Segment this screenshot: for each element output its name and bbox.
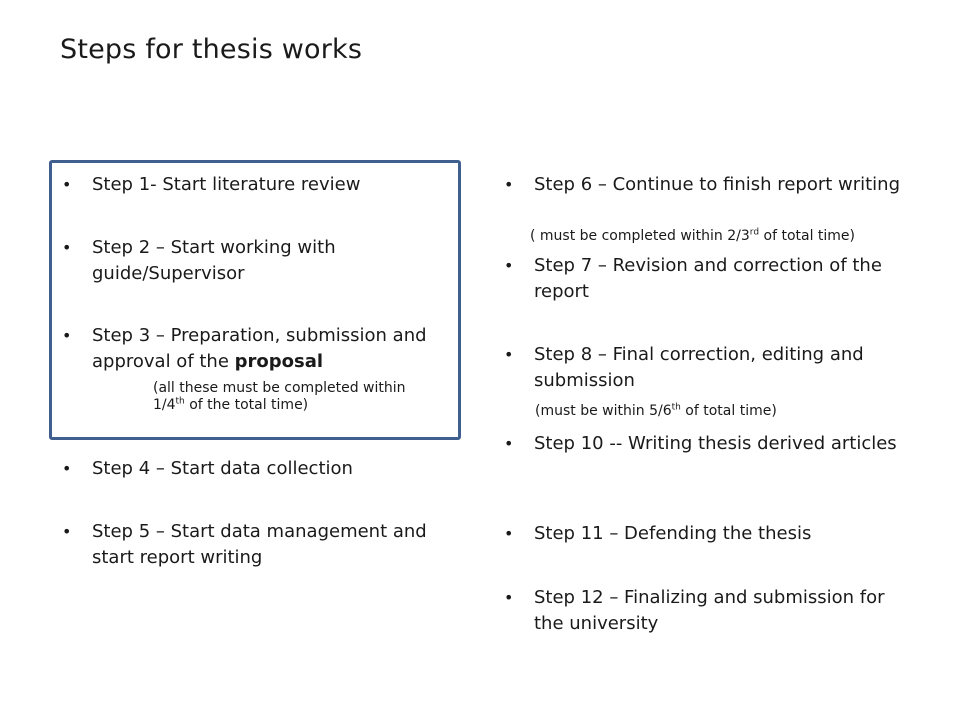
step-6-text: Step 6 – Continue to finish report writing	[534, 174, 901, 195]
left-note-sup: th	[175, 396, 185, 407]
left-note-fraction: 1/4	[153, 397, 176, 413]
step-6-item	[504, 172, 904, 198]
step-11-item	[504, 521, 904, 547]
right-column	[504, 0, 904, 720]
left-note-line-2	[153, 397, 453, 414]
bullet-icon: •	[504, 256, 514, 275]
right-time-note-1	[530, 228, 900, 245]
bullet-icon: •	[62, 326, 72, 345]
left-column	[62, 0, 462, 720]
right-note-1-sup: rd	[749, 227, 760, 238]
bullet-icon: •	[62, 175, 72, 194]
step-12-item	[504, 585, 904, 637]
step-4-text: Step 4 – Start data collection	[92, 458, 353, 479]
right-note-1-post: of total time)	[759, 228, 856, 244]
step-5-item	[62, 519, 462, 571]
left-time-note	[153, 380, 453, 414]
step-8-item	[504, 342, 904, 394]
step-7-item	[504, 253, 904, 305]
step-1-text: Step 1- Start literature review	[92, 174, 361, 195]
step-1-item	[62, 172, 462, 198]
right-time-note-2	[535, 403, 895, 420]
right-note-1-pre: ( must be completed within 2/3	[530, 228, 750, 244]
bullet-icon: •	[504, 434, 514, 453]
bullet-icon: •	[62, 522, 72, 541]
bullet-icon: •	[504, 345, 514, 364]
bullet-icon: •	[504, 175, 514, 194]
right-note-2-pre: (must be within 5/6	[535, 403, 672, 419]
step-7-text: Step 7 – Revision and correction of the report	[534, 255, 882, 302]
step-5-text: Step 5 – Start data management and start report writing	[92, 521, 427, 568]
step-12-text: Step 12 – Finalizing and submission for the university	[534, 587, 885, 634]
step-4-item	[62, 456, 462, 482]
right-note-2-post: of total time)	[680, 403, 777, 419]
bullet-icon: •	[504, 588, 514, 607]
step-10-text: Step 10 -- Writing thesis derived articles	[534, 433, 897, 454]
step-3-text: Step 3 – Preparation, submission and approval of the	[92, 325, 427, 372]
right-note-2-sup: th	[671, 402, 681, 413]
step-10-item	[504, 431, 904, 457]
bullet-icon: •	[62, 238, 72, 257]
slide-title: Steps for thesis works	[60, 34, 363, 65]
step-3-bold-text: proposal	[234, 351, 324, 372]
bullet-icon: •	[504, 524, 514, 543]
left-note-line-1: (all these must be completed within	[153, 380, 406, 396]
bullet-icon: •	[62, 459, 72, 478]
step-11-text: Step 11 – Defending the thesis	[534, 523, 812, 544]
left-note-rest: of the total time)	[184, 397, 309, 413]
step-2-item	[62, 235, 462, 287]
step-8-text: Step 8 – Final correction, editing and submission	[534, 344, 864, 391]
step-3-item	[62, 323, 462, 375]
step-2-text: Step 2 – Start working with guide/Supervisor	[92, 237, 336, 284]
